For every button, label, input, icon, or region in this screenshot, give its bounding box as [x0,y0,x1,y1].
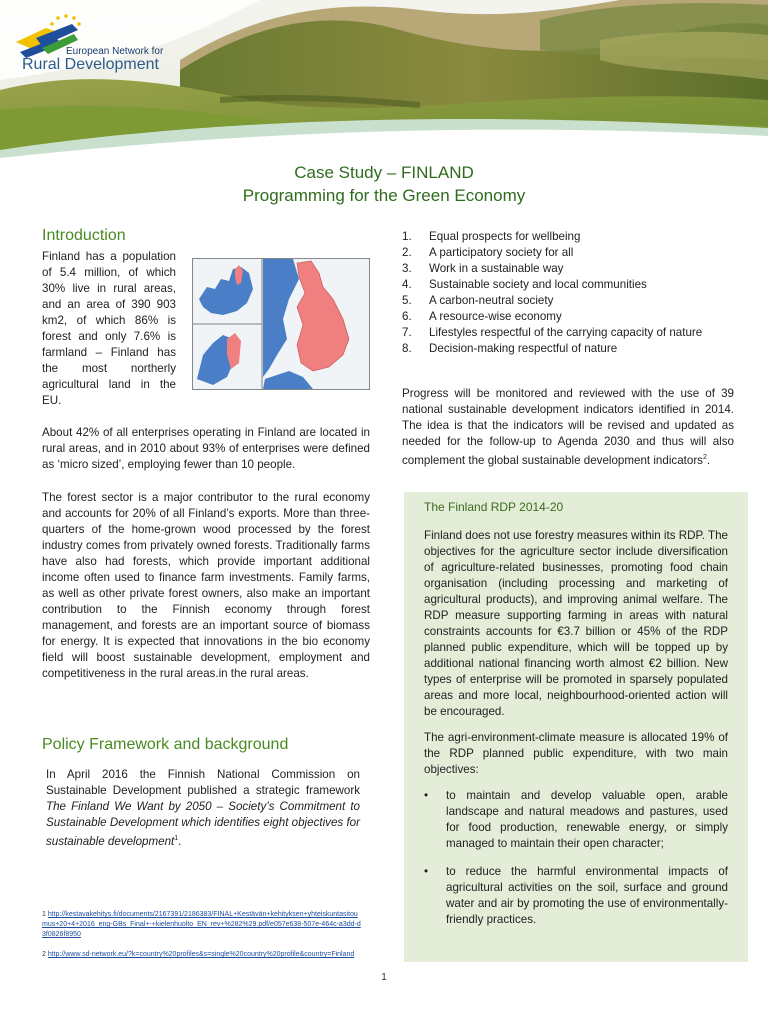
list-item: • to reduce the harmful environmental impacts of agricultural activities on the soil, surface and ground water and air by promoting the use of environmentally-friendly practices. [424,865,728,926]
policy-end: . [178,834,182,848]
list-item: 3. Work in a sustainable way [402,262,564,275]
footnote-1: 1 http://kestavakehitys.fi/documents/2167391/2186383/FINAL+Kestävän+kehityksen+yhteiskuntasitoumus+20+4+2016_eng-GBs_Final+-+kielenhuolto_EN_rev+%282%29.pdf/e057e638-507e-464c-a3dd-d3f0826f8950 [42,911,361,938]
policy-heading: Policy Framework and background [42,736,289,753]
list-item: • to maintain and develop valuable open, arable landscape and natural meadows and pastures, used for food production, renewable energy, or simply managed to maintain their open character; [424,789,728,850]
progress-text: Progress will be monitored and reviewed with the use of 39 national sustainable development indicators identified in 2014. The idea is that the indicators will be revised and updated as needed for the follow-up to Agenda 2030 and thus will also complement the global sustainable development indicators [402,387,734,467]
footnote-ref-1[interactable]: 1 [174,835,179,842]
footnote-1-link[interactable]: http://kestavakehitys.fi/documents/2167391/2186383/FINAL+Kestävän+kehityksen+yhteiskuntasitoumus+20+4+2016_eng-GBs_Final+-+kielenhuolto_EN_rev+%282%29.pdf/e057e638-507e-464c-a3dd-d3f0826f8950 [42,911,361,938]
list-item: 4. Sustainable society and local communities [402,278,647,291]
intro-paragraph-narrow: Finland has a population of 5.4 million, of which 30% live in rural areas, and an area of 390 903 km2, of which 86% is forest and only 7.6% is farmland – Finland has the most northerly agricultural land in the EU. [42,250,176,407]
intro-paragraph-1b: About 42% of all enterprises operating in Finland are located in rural areas, and in 2010 about 93% of enterprises were defined as ‘micro sized’, employing fewer than 10 people. [42,426,370,471]
bullet-icon: • [424,789,429,802]
page-number: 1 [381,972,387,983]
footnote-2: 2 http://www.sd-network.eu/?k=country%20profiles&s=single%20country%20profile&country=Finland [42,951,355,958]
policy-text: In April 2016 the Finnish National Commission on Sustainable Development published a strategic framework [46,768,360,797]
logo-line2: Rural Development [22,56,159,73]
rdp-box-title: The Finland RDP 2014-20 [424,500,564,514]
footnote-ref-2[interactable]: 2 [702,454,707,461]
header-banner [0,0,768,160]
finland-map [192,258,370,390]
case-study-title: Case Study – FINLAND [294,163,474,182]
intro-paragraph-2: The forest sector is a major contributor to the rural economy and accounts for 20% of all Finland’s exports. More than three-quarters of the home-grown wood processed by the forest industry comes from privately owned forests. Traditionally farms have also had forests, which provide important additional income often used to finance farm investments. Family farms, as well as other private forest owners, also make an important contribution to the Finnish economy through forest management, and forests are an important source of biomass for energy. It is expected that innovations in the bio economy field will boost sustainable development, employment and competitiveness in the rural areas.in the rural areas. [42,491,370,680]
list-item: 8. Decision-making respectful of nature [402,342,618,355]
map-graphic [193,259,369,389]
introduction-heading: Introduction [42,227,126,244]
objectives-list [402,229,734,357]
rdp-objectives-list [424,788,728,928]
footnote-2-link[interactable]: http://www.sd-network.eu/?k=country%20profiles&s=single%20country%20profile&country=Finland [47,951,355,958]
progress-paragraph [402,386,734,469]
logo-line1: European Network for [66,46,164,57]
bullet-icon: • [424,865,429,878]
list-item: 2. A participatory society for all [402,246,574,259]
policy-paragraph [46,767,360,850]
progress-end: . [706,453,711,467]
case-study-subtitle: Programming for the Green Economy [242,186,526,205]
rdp-paragraph-1: Finland does not use forestry measures within its RDP. The objectives for the agriculture sector include diversification of agriculture-related businesses, promoting food chain organisation (including processing and marketing of agricultural products), and improving animal welfare. The RDP measure supporting farming in areas with natural constraints accounts for €3.7 billion or 45% of the RDP planned public expenditure, which will be topped up by additional national financing worth almost €2 billion. New types of enterprise will be promoted in sparsely populated areas and more local, neighbourhood-oriented action will be encouraged. [424,529,728,718]
list-item: 1. Equal prospects for wellbeing [402,230,581,243]
rdp-paragraph-2: The agri-environment-climate measure is allocated 19% of the RDP planned public expenditure, with two main objectives: [424,731,728,776]
rdp-sidebar-box [404,492,748,962]
list-item: 5. A carbon-neutral society [402,294,554,307]
list-item: 6. A resource-wise economy [402,310,562,323]
list-item: 7. Lifestyles respectful of the carrying capacity of nature [402,326,703,339]
policy-italic-title: The Finland We Want by 2050 – Society’s Commitment to Sustainable Development which identifies eight objectives for sustainable development [46,800,360,848]
